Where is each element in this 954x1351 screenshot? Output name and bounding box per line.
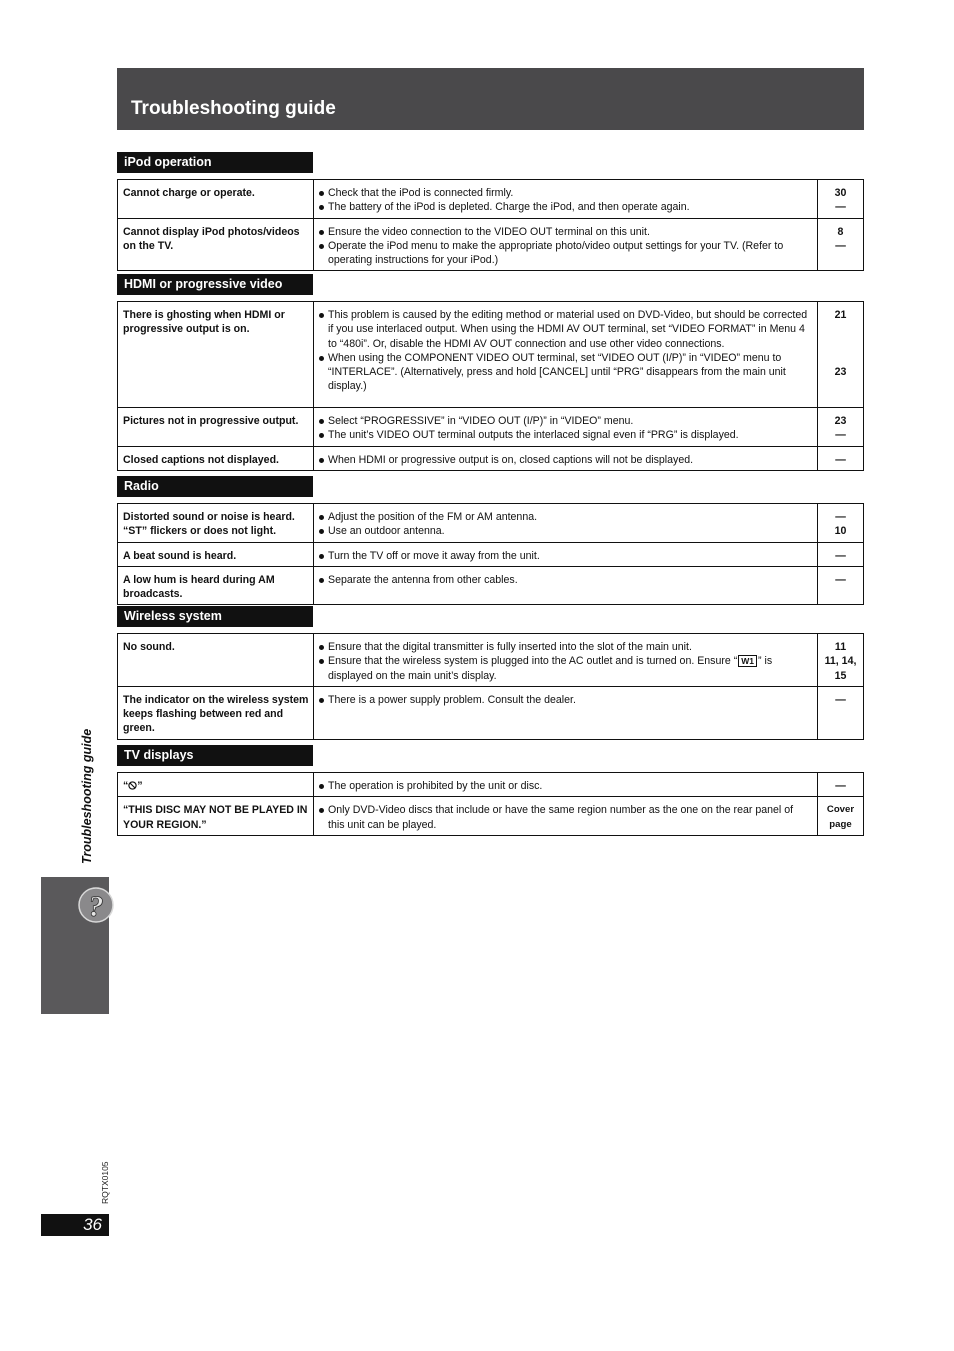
remedy-text: Ensure that the wireless system is plugged into the AC outlet and is turned on. Ensure “ (328, 655, 738, 668)
table-row (118, 634, 864, 687)
page-ref-cell (818, 180, 864, 219)
page-ref: 10 (834, 525, 847, 538)
prohibited-icon (128, 781, 137, 790)
remedy-cell (314, 218, 818, 271)
remedy-item: When HDMI or progressive output is on, closed captions will not be displayed. (318, 453, 811, 467)
w1-indicator-badge: W1 (738, 655, 757, 667)
symptom-cell: No sound. (118, 634, 314, 687)
page-ref: — (835, 239, 846, 252)
page-ref-cell (818, 634, 864, 687)
table-row (118, 504, 864, 543)
remedy-item: Select “PROGRESSIVE” in “VIDEO OUT (I/P)” in “VIDEO” menu. (318, 414, 811, 428)
table-row (118, 797, 864, 836)
remedy-cell (314, 773, 818, 797)
table-radio (117, 503, 864, 605)
title-bar (117, 68, 864, 130)
page-ref-cell (818, 302, 864, 408)
table-row (118, 180, 864, 219)
table-tv (117, 772, 864, 836)
table-wireless (117, 633, 864, 740)
side-section-label: Troubleshooting guide (80, 728, 94, 864)
svg-text:?: ? (88, 890, 104, 923)
remedy-item: Ensure the video connection to the VIDEO OUT terminal on this unit. (318, 225, 811, 239)
remedy-item: There is a power supply problem. Consult the dealer. (318, 693, 811, 707)
page-ref-cell (818, 566, 864, 605)
page-ref: — (835, 201, 846, 214)
remedy-cell (314, 504, 818, 543)
page-ref: 11, 14, (824, 655, 857, 668)
remedy-item (318, 654, 811, 683)
remedy-item: Operate the iPod menu to make the appropriate photo/video output settings for your TV. (Refer to operating instructions for your iPod.) (318, 239, 811, 268)
symptom-cell: Cannot display iPod photos/videos on the TV. (118, 218, 314, 271)
page-ref: Cover (826, 804, 855, 816)
page-ref: — (835, 573, 846, 586)
section-heading-ipod: iPod operation (117, 152, 313, 173)
remedy-cell (314, 408, 818, 447)
remedy-cell (314, 686, 818, 739)
page-ref: 30 (834, 187, 847, 199)
symptom-cell: Cannot charge or operate. (118, 180, 314, 219)
remedy-item: Separate the antenna from other cables. (318, 573, 811, 587)
page-ref-cell (818, 408, 864, 447)
page-ref-cell (818, 446, 864, 470)
symptom-cell: A beat sound is heard. (118, 542, 314, 566)
page-ref: 23 (834, 415, 847, 427)
symptom-cell: Distorted sound or noise is heard. “ST” flickers or does not light. (118, 504, 314, 543)
remedy-item: Turn the TV off or move it away from the unit. (318, 549, 811, 563)
symptom-cell: Closed captions not displayed. (118, 446, 314, 470)
symptom-cell: The indicator on the wireless system keeps flashing between red and green. (118, 686, 314, 739)
remedy-cell (314, 797, 818, 836)
page-ref: page (829, 818, 852, 830)
page-ref: 23 (834, 366, 847, 379)
page-ref: 8 (837, 225, 844, 238)
page-ref-cell (818, 773, 864, 797)
table-row (118, 566, 864, 605)
page-ref-cell (818, 218, 864, 271)
page-ref: 15 (834, 669, 847, 682)
question-mark-icon (78, 886, 114, 926)
page-ref: 11 (834, 641, 847, 653)
symptom-cell: “THIS DISC MAY NOT BE PLAYED IN YOUR REGION.” (118, 797, 314, 836)
side-tab (41, 877, 109, 1014)
remedy-cell (314, 566, 818, 605)
symptom-cell: Pictures not in progressive output. (118, 408, 314, 447)
table-row (118, 542, 864, 566)
remedy-item: The unit’s VIDEO OUT terminal outputs the interlaced signal even if “PRG” is displayed. (318, 428, 811, 442)
page-ref-cell (818, 686, 864, 739)
symptom-cell: There is ghosting when HDMI or progressive output is on. (118, 302, 314, 408)
table-ipod (117, 179, 864, 271)
remedy-item: This problem is caused by the editing method or material used on DVD-Video, but should be corrected if you use interlaced output. When using the HDMI AV OUT terminal, set “VIDEO FORMAT” in Menu 4 to “480i”. Or, disable the HDMI AV OUT connection and use other video connections. (318, 308, 811, 351)
page-ref: — (835, 549, 846, 562)
quote-open: “ (123, 780, 129, 792)
section-heading-tv: TV displays (117, 745, 313, 766)
table-row (118, 773, 864, 797)
table-row (118, 218, 864, 271)
document-code: RQTX0105 (100, 1161, 110, 1204)
page-title: Troubleshooting guide (131, 98, 336, 119)
page-ref: — (835, 780, 846, 792)
page-ref: — (835, 453, 846, 466)
table-hdmi (117, 301, 864, 471)
remedy-cell (314, 634, 818, 687)
page-ref-cell (818, 797, 864, 836)
remedy-item: Adjust the position of the FM or AM antenna. (318, 510, 811, 524)
section-heading-hdmi: HDMI or progressive video (117, 274, 313, 295)
table-row (118, 408, 864, 447)
quote-close: ” (137, 780, 143, 792)
remedy-cell (314, 446, 818, 470)
page-ref: — (835, 693, 846, 706)
remedy-item: Ensure that the digital transmitter is fully inserted into the slot of the main unit. (318, 640, 811, 654)
symptom-cell: A low hum is heard during AM broadcasts. (118, 566, 314, 605)
page-ref: — (835, 429, 846, 442)
page-ref-cell (818, 542, 864, 566)
remedy-cell (314, 302, 818, 408)
symptom-cell (118, 773, 314, 797)
remedy-item: When using the COMPONENT VIDEO OUT terminal, set “VIDEO OUT (I/P)” in “VIDEO” menu to “INTERLACE”. (Alternatively, press and hold [CANCEL] until “PRG” disappears from the main unit display.) (318, 351, 811, 394)
section-heading-wireless: Wireless system (117, 606, 313, 627)
remedy-item: The operation is prohibited by the unit or disc. (318, 779, 811, 793)
remedy-item: Only DVD-Video discs that include or have the same region number as the one on the rear panel of this unit can be played. (318, 803, 811, 832)
remedy-cell (314, 542, 818, 566)
page-ref-cell (818, 504, 864, 543)
remedy-cell (314, 180, 818, 219)
page-ref: 21 (834, 309, 847, 321)
table-row (118, 446, 864, 470)
page-number-box (41, 1214, 109, 1236)
page-ref: — (835, 511, 846, 523)
remedy-item: Check that the iPod is connected firmly. (318, 186, 811, 200)
table-row (118, 686, 864, 739)
remedy-text: ” is displayed on the main unit’s display. (328, 655, 773, 682)
section-heading-radio: Radio (117, 476, 313, 497)
remedy-item: Use an outdoor antenna. (318, 524, 811, 538)
table-row (118, 302, 864, 408)
remedy-item: The battery of the iPod is depleted. Charge the iPod, and then operate again. (318, 200, 811, 214)
page-number: 36 (83, 1215, 102, 1234)
